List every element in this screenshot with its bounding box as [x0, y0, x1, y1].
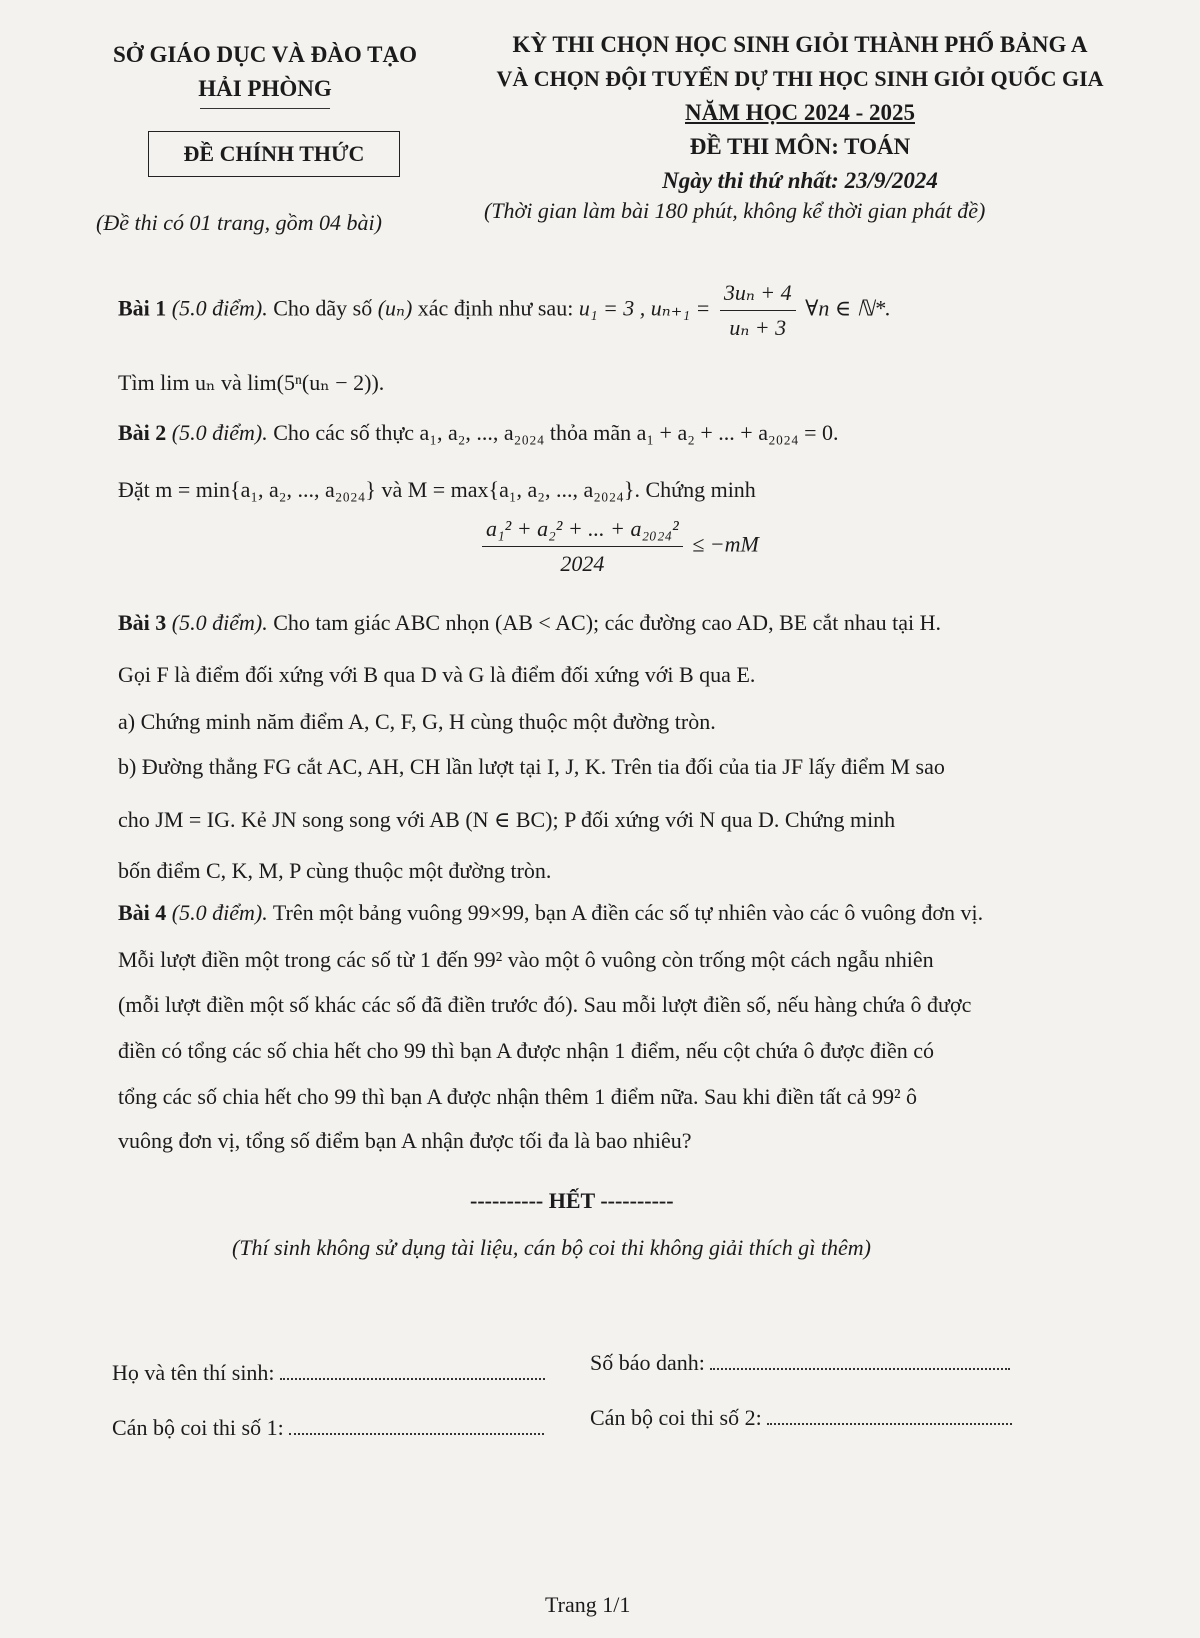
- problem-1-init: u₁ = 3 , uₙ₊₁ =: [578, 295, 711, 321]
- proctor-1-field[interactable]: [289, 1432, 544, 1435]
- exam-date: Ngày thi thứ nhất: 23/9/2024: [662, 168, 938, 193]
- department-block: [100, 38, 430, 109]
- pages-note: (Đề thi có 01 trang, gồm 04 bài): [96, 210, 382, 235]
- candidate-name-field[interactable]: [280, 1377, 545, 1380]
- problem-1-numerator: 3uₙ + 4: [720, 278, 796, 311]
- problem-2-text: Cho các số thực a₁, a₂, ..., a₂₀₂₄ thỏa mãn a₁ + a₂ + ... + a₂₀₂₄ = 0.: [273, 420, 839, 445]
- exam-title-line1: KỲ THI CHỌN HỌC SINH GIỎI THÀNH PHỐ BẢNG A: [512, 32, 1088, 57]
- problem-1-seq: (uₙ): [377, 295, 413, 321]
- problem-2-numerator: a₁² + a₂² + ... + a₂₀₂₄²: [482, 514, 683, 547]
- problem-4-points: (5.0 điểm).: [171, 900, 268, 925]
- school-year: NĂM HỌC 2024 - 2025: [685, 100, 915, 125]
- candidate-number-label: Số báo danh:: [590, 1350, 705, 1375]
- problem-3-line1: [118, 608, 941, 638]
- problem-4-label: Bài 4: [118, 900, 167, 925]
- exam-title-line2: VÀ CHỌN ĐỘI TUYỂN DỰ THI HỌC SINH GIỎI QUỐC GIA: [496, 66, 1104, 91]
- problem-3-part-a: a) Chứng minh năm điểm A, C, F, G, H cùng thuộc một đường tròn.: [118, 709, 716, 734]
- problem-2-rhs: ≤ −mM: [692, 531, 759, 557]
- problem-2-line2: Đặt m = min{a₁, a₂, ..., a₂₀₂₄} và M = max{a₁, a₂, ..., a₂₀₂₄}. Chứng minh: [118, 477, 756, 502]
- problem-3-text: Cho tam giác ABC nhọn (AB < AC); các đường cao AD, BE cắt nhau tại H.: [273, 610, 941, 635]
- problem-4-line6: vuông đơn vị, tổng số điểm bạn A nhận được tối đa là bao nhiêu?: [118, 1128, 692, 1153]
- problem-4-line2: Mỗi lượt điền một trong các số từ 1 đến 99² vào một ô vuông còn trống một cách ngẫu nhiên: [118, 947, 934, 972]
- problem-2-inequality: [478, 514, 759, 579]
- problem-1-denominator: uₙ + 3: [729, 315, 787, 340]
- candidate-number-row: [590, 1350, 1010, 1376]
- problem-3-points: (5.0 điểm).: [171, 610, 268, 635]
- exam-title-block: [455, 28, 1145, 198]
- problem-3-part-b-line1: b) Đường thẳng FG cắt AC, AH, CH lần lượt tại I, J, K. Trên tia đối của tia JF lấy điểm M sao: [118, 754, 945, 779]
- problem-1-condition: ∀n ∈ ℕ*.: [805, 295, 891, 321]
- problem-2-points: (5.0 điểm).: [171, 420, 268, 445]
- end-marker: ---------- HẾT ----------: [470, 1188, 674, 1213]
- page-number: Trang 1/1: [545, 1592, 631, 1617]
- proctor-1-label: Cán bộ coi thi số 1:: [112, 1415, 284, 1440]
- problem-4-text: Trên một bảng vuông 99×99, bạn A điền các số tự nhiên vào các ô vuông đơn vị.: [272, 900, 984, 925]
- proctor-2-row: [590, 1405, 1012, 1431]
- problem-4-line5: tổng các số chia hết cho 99 thì bạn A được nhận thêm 1 điểm nữa. Sau khi điền tất cả 99² ô: [118, 1084, 918, 1109]
- department-line2: HẢI PHÒNG: [198, 76, 332, 101]
- problem-4-line3: (mỗi lượt điền một số khác các số đã điền trước đó). Sau mỗi lượt điền số, nếu hàng chứa ô được: [118, 992, 972, 1017]
- exam-subject: ĐỀ THI MÔN: TOÁN: [689, 134, 911, 159]
- problem-3-label: Bài 3: [118, 610, 167, 635]
- candidate-number-field[interactable]: [710, 1367, 1010, 1370]
- problem-1-label: Bài 1: [118, 295, 167, 321]
- problem-1-fraction: [720, 278, 796, 343]
- problem-4-line1: [118, 898, 983, 928]
- problem-1-line1: [118, 278, 891, 343]
- official-label: ĐỀ CHÍNH THỨC: [183, 141, 365, 166]
- problem-2-line1: [118, 418, 839, 448]
- candidate-name-row: [112, 1360, 545, 1386]
- problem-1-text2: xác định như sau:: [417, 295, 574, 321]
- official-badge: [148, 131, 400, 177]
- problem-2-denominator: 2024: [560, 551, 605, 576]
- proctor-2-label: Cán bộ coi thi số 2:: [590, 1405, 762, 1430]
- problem-3-line2: Gọi F là điểm đối xứng với B qua D và G là điểm đối xứng với B qua E.: [118, 662, 756, 687]
- problem-3-part-b-line3: bốn điểm C, K, M, P cùng thuộc một đường tròn.: [118, 858, 552, 883]
- candidate-name-label: Họ và tên thí sinh:: [112, 1360, 275, 1385]
- proctor-1-row: [112, 1415, 544, 1441]
- problem-4-line4: điền có tổng các số chia hết cho 99 thì bạn A được nhận 1 điểm, nếu cột chứa ô được điền có: [118, 1038, 934, 1063]
- department-underline: [200, 108, 330, 109]
- problem-1-text: Cho dãy số: [273, 295, 373, 321]
- problem-2-fraction: [482, 514, 683, 579]
- problem-1-points: (5.0 điểm).: [171, 295, 268, 321]
- exam-note: (Thí sinh không sử dụng tài liệu, cán bộ coi thi không giải thích gì thêm): [232, 1235, 871, 1260]
- time-note: (Thời gian làm bài 180 phút, không kể thời gian phát đề): [484, 198, 986, 223]
- problem-3-part-b-line2: cho JM = IG. Kẻ JN song song với AB (N ∈ BC); P đối xứng với N qua D. Chứng minh: [118, 807, 896, 832]
- proctor-2-field[interactable]: [767, 1422, 1012, 1425]
- department-line1: SỞ GIÁO DỤC VÀ ĐÀO TẠO: [113, 42, 417, 67]
- problem-2-label: Bài 2: [118, 420, 167, 445]
- problem-1-line2: Tìm lim uₙ và lim(5ⁿ(uₙ − 2)).: [118, 370, 385, 395]
